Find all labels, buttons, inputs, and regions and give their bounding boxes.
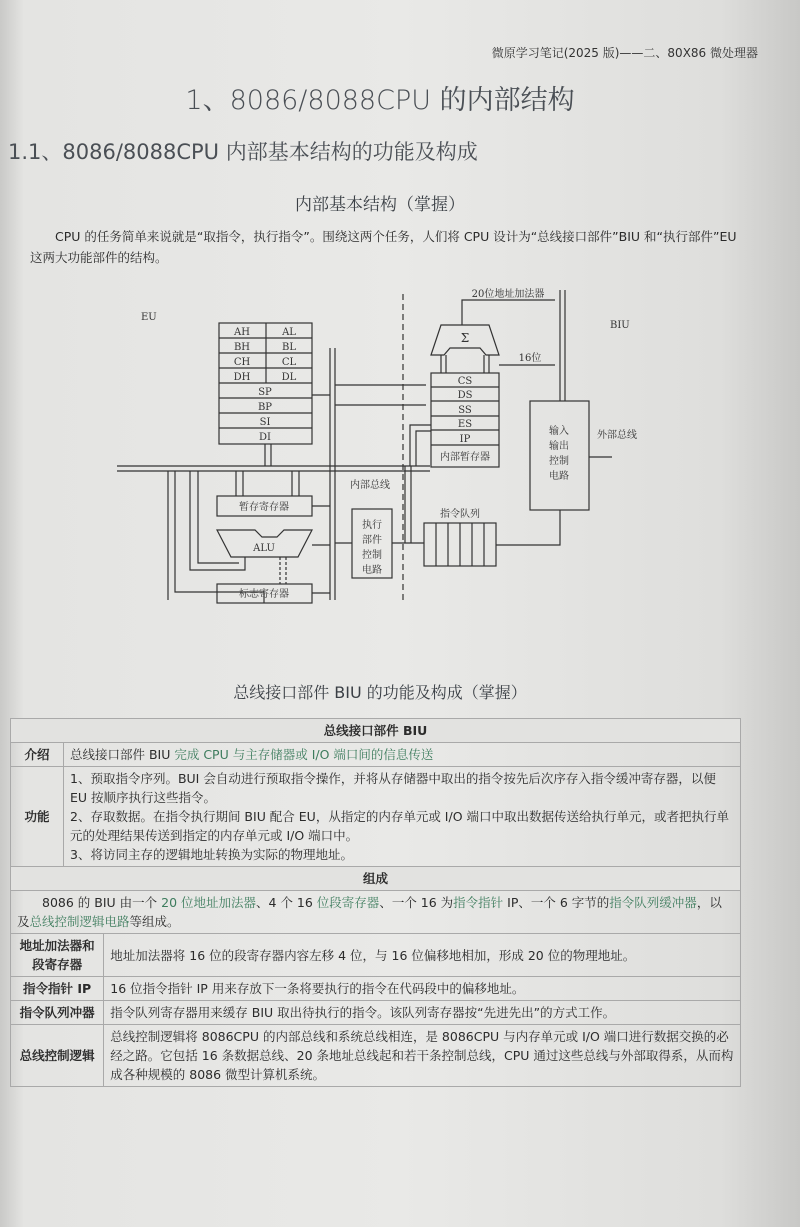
reg-ch: CH — [233, 357, 251, 368]
row-label: 介绍 — [11, 743, 64, 767]
intro-paragraph: CPU 的任务简单来说就是“取指令，执行指令”。围绕这两个任务，人们将 CPU 设计为“总线接口部件”BIU 和“执行部件”EU 这两大功能部件的结构。 — [30, 229, 737, 265]
internal-bus-label: 内部总线 — [350, 480, 390, 491]
reg-bh: BH — [233, 342, 251, 353]
exec-label-2: 部件 — [362, 535, 382, 546]
io-label-4: 电路 — [549, 471, 569, 482]
biu-label: BIU — [610, 320, 630, 331]
exec-label-4: 电路 — [362, 565, 382, 576]
reg-dl: DL — [281, 372, 297, 383]
row-label: 总线控制逻辑 — [11, 1025, 104, 1087]
reg-bl: BL — [282, 342, 296, 353]
table-row — [11, 977, 741, 1001]
row-label: 功能 — [11, 767, 64, 867]
external-bus-label: 外部总线 — [597, 430, 637, 441]
reg-ah: AH — [234, 327, 250, 338]
reg-ds: DS — [457, 390, 473, 401]
table-row — [11, 1001, 741, 1025]
reg-al: AL — [282, 327, 296, 338]
reg-si: SI — [259, 417, 271, 428]
exec-label-3: 控制 — [362, 550, 382, 561]
reg-es: ES — [457, 419, 473, 430]
temp-register-label: 暂存寄存器 — [239, 502, 289, 513]
table-row — [11, 767, 741, 867]
row-text: 总线控制逻辑将 8086CPU 的内部总线和系统总线相连，是 8086CPU 与内存单元或 I/O 端口进行数据交换的必经之路。它包括 16 条数据总线、20 条地址总线起和若干条控制总线，CPU 通过这些总线与外部取得系，从而构成各种规模的 8086 微型计算机系统。 — [104, 1025, 741, 1087]
io-label-2: 输出 — [549, 441, 569, 452]
row-label: 地址加法器和段寄存器 — [11, 934, 104, 977]
reg-sp: SP — [258, 387, 272, 398]
reg-dh: DH — [233, 372, 251, 383]
table-row — [11, 934, 741, 977]
flag-register-label: 标志寄存器 — [239, 589, 289, 600]
subsection-heading: 内部基本结构（掌握） — [295, 195, 465, 215]
section-heading: 1.1、8086/8088CPU 内部基本结构的功能及构成 — [8, 140, 478, 164]
biu-table — [10, 718, 741, 1087]
composition-paragraph: 8086 的 BIU 由一个 20 位地址加法器、4 个 16 位段寄存器、一个 16 为指令指针 IP、一个 6 字节的指令队列缓冲器，以及总线控制逻辑电路等组成。 — [11, 891, 741, 934]
reg-di: DI — [259, 432, 271, 443]
exec-label-1: 执行 — [362, 520, 382, 531]
bits16-label: 16位 — [518, 353, 542, 364]
running-header: 微原学习笔记(2025 版)——二、80X86 微处理器 — [491, 46, 758, 60]
row-text: 地址加法器将 16 位的段寄存器内容左移 4 位，与 16 位偏移地相加，形成 20 位的物理地址。 — [104, 934, 741, 977]
row-text: 16 位指令指针 IP 用来存放下一条将要执行的指令在代码段中的偏移地址。 — [104, 977, 741, 1001]
subsection-heading-biu: 总线接口部件 BIU 的功能及构成（掌握） — [233, 683, 527, 702]
eu-label: EU — [141, 312, 157, 323]
alu-label: ALU — [253, 543, 275, 554]
reg-cs: CS — [457, 376, 473, 387]
table-row — [11, 1025, 741, 1087]
row-label: 指令指针 IP — [11, 977, 104, 1001]
reg-ss: SS — [458, 405, 472, 416]
page-title: 1、8086/8088CPU 的内部结构 — [185, 85, 575, 116]
adder-label: 20位地址加法器 — [471, 289, 545, 300]
reg-bp: BP — [257, 402, 273, 413]
sigma-label: Σ — [460, 331, 470, 345]
row-text: 1、预取指令序列。BUI 会自动进行预取指令操作，并将从存储器中取出的指令按先后次序存入指令缓冲寄存器，以便 EU 按顺序执行这些指令。 2、存取数据。在指令执行期间 BIU 配合 EU，从指定的内存单元或 I/O 端口中取出数据传送给执行单元，或者把执行单元的处理结果传送到指定的内存单元或 I/O 端口中。 3、将访同主存的逻辑地址转换为实际的物理地址。 — [64, 767, 741, 867]
table-title: 总线接口部件 BIU — [11, 719, 741, 743]
row-text: 指令队列寄存器用来缓存 BIU 取出待执行的指令。该队列寄存器按“先进先出”的方式工作。 — [104, 1001, 741, 1025]
reg-ip: IP — [459, 434, 471, 445]
composition-title: 组成 — [11, 867, 741, 891]
row-label: 指令队列冲器 — [11, 1001, 104, 1025]
internal-temp-label: 内部暂存器 — [440, 452, 490, 463]
io-label-1: 输入 — [549, 426, 569, 437]
reg-cl: CL — [281, 357, 297, 368]
io-label-3: 控制 — [549, 456, 569, 467]
queue-label: 指令队列 — [440, 509, 480, 520]
table-row — [11, 743, 741, 767]
row-text: 总线接口部件 BIU 完成 CPU 与主存储器或 I/O 端口间的信息传送 — [64, 743, 741, 767]
